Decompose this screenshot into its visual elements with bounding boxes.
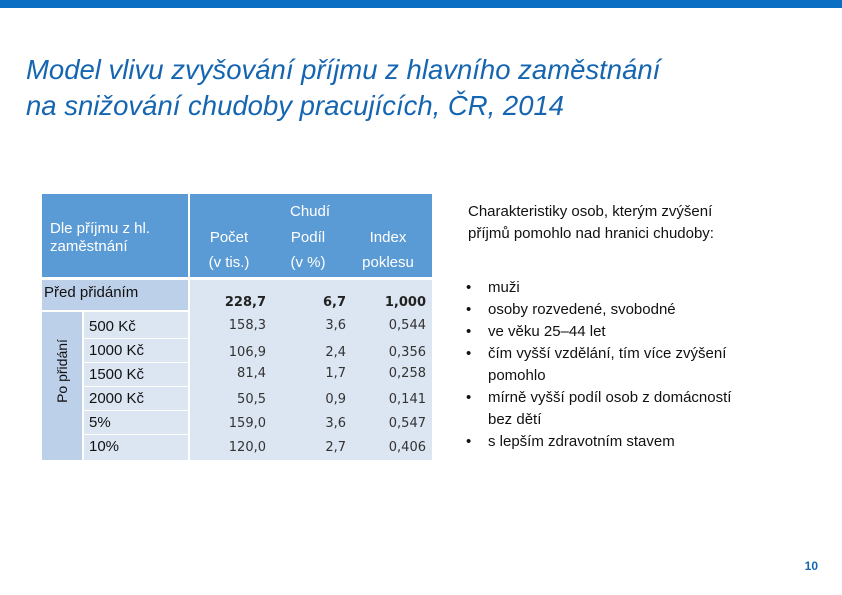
col-share-line-2: (v %) [290, 254, 326, 271]
list-item-text: ve věku 25–44 let [488, 323, 606, 340]
row-share: 1,7 [325, 366, 346, 381]
list-item-text: mírně vyšší podíl osob z domácností [488, 389, 732, 406]
top-accent-bar [0, 0, 842, 8]
row-count: 159,0 [228, 416, 266, 431]
before-row-share: 6,7 [322, 295, 346, 310]
before-row-index: 1,000 [384, 295, 426, 310]
title-line-2: na snižování chudoby pracujících, ČR, 2014 [26, 90, 565, 121]
col-header-index [348, 225, 428, 275]
characteristics-intro [468, 201, 798, 245]
row-label: 1000 Kč [89, 342, 145, 359]
row-label: 1500 Kč [89, 366, 145, 383]
group-header-poor: Chudí [289, 203, 331, 220]
col-index-line-2: poklesu [362, 254, 414, 271]
table-corner-header [42, 194, 188, 277]
list-item-text-continued: bez dětí [488, 411, 542, 428]
characteristics-intro-line-2: příjmů pomohlo nad hranici chudoby: [468, 225, 714, 242]
bullet-icon: • [466, 345, 472, 362]
row-count: 158,3 [228, 318, 266, 333]
list-item [466, 387, 806, 431]
row-count: 106,9 [228, 345, 266, 360]
list-item-text: čím vyšší vzdělání, tím více zvýšení [488, 345, 727, 362]
col-header-share [268, 225, 348, 275]
list-item-text: muži [488, 279, 520, 296]
row-share: 3,6 [325, 318, 346, 333]
col-share-line-1: Podíl [290, 229, 326, 246]
row-index: 0,356 [388, 345, 426, 360]
col-header-count [190, 225, 268, 275]
row-divider [84, 338, 188, 339]
after-side-label [42, 312, 82, 430]
corner-label-line-1: Dle příjmu z hl. [50, 220, 151, 237]
row-count: 81,4 [237, 366, 266, 381]
list-item [466, 321, 806, 343]
col-count-line-1: Počet [209, 229, 249, 246]
row-label: 2000 Kč [89, 390, 145, 407]
row-label: 10% [89, 438, 120, 455]
list-item [466, 431, 806, 453]
list-item-text: osoby rozvedené, svobodné [488, 301, 676, 318]
after-side-label-text: Po přidání [54, 339, 71, 403]
row-share: 3,6 [325, 416, 346, 431]
characteristics-intro-line-1: Charakteristiky osob, kterým zvýšení [468, 203, 713, 220]
row-index: 0,406 [388, 440, 426, 455]
row-count: 50,5 [237, 392, 266, 407]
row-divider [84, 362, 188, 363]
bullet-icon: • [466, 389, 472, 406]
list-item-text: s lepším zdravotním stavem [488, 433, 675, 450]
row-divider [84, 434, 188, 435]
row-share: 2,7 [325, 440, 346, 455]
corner-label-line-2: zaměstnání [50, 238, 128, 255]
characteristics-list [466, 277, 806, 453]
row-label: 500 Kč [89, 318, 136, 335]
row-count: 120,0 [228, 440, 266, 455]
bullet-icon: • [466, 323, 472, 340]
list-item-text-continued: pomohlo [488, 367, 546, 384]
row-index: 0,544 [388, 318, 426, 333]
bullet-icon: • [466, 279, 472, 296]
bullet-icon: • [466, 301, 472, 318]
before-row-count: 228,7 [224, 295, 266, 310]
row-index: 0,547 [388, 416, 426, 431]
row-share: 2,4 [325, 345, 346, 360]
row-index: 0,258 [388, 366, 426, 381]
col-index-line-1: Index [369, 229, 407, 246]
list-item [466, 277, 806, 299]
bullet-icon: • [466, 433, 472, 450]
slide-title [26, 52, 826, 124]
list-item [466, 299, 806, 321]
row-label: 5% [89, 414, 111, 431]
row-share: 0,9 [325, 392, 346, 407]
title-line-1: Model vlivu zvyšování příjmu z hlavního zaměstnání [26, 54, 661, 85]
before-row-label: Před přidáním [44, 284, 139, 301]
list-item [466, 343, 806, 387]
row-divider [84, 410, 188, 411]
col-count-line-2: (v tis.) [208, 254, 250, 271]
page-number: 10 [804, 559, 818, 573]
row-index: 0,141 [388, 392, 426, 407]
row-divider [84, 386, 188, 387]
